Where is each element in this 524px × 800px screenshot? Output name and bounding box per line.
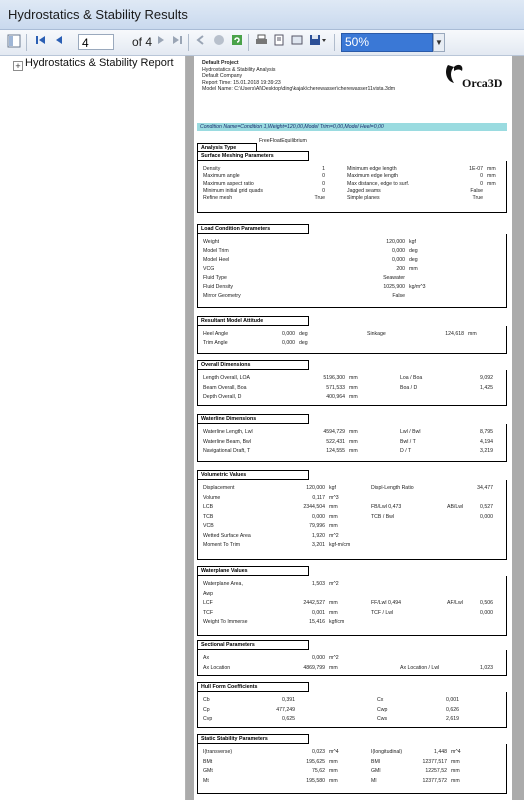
param-label: Mirror Geometry xyxy=(203,293,241,299)
param-value: GMl xyxy=(371,768,381,774)
param-value: False xyxy=(392,293,405,299)
param-label: Refine mesh xyxy=(203,195,233,202)
page-setup-icon[interactable] xyxy=(290,34,304,50)
report-viewer[interactable] xyxy=(186,56,524,800)
param-value: mm xyxy=(451,777,460,784)
param-value: True xyxy=(472,195,483,202)
zoom-select[interactable]: 50% xyxy=(341,33,433,52)
param-value: kgf/cm xyxy=(329,619,345,625)
param-value: 0,626 xyxy=(446,706,459,713)
param-value: 0,625 xyxy=(282,716,295,722)
page-number-input[interactable]: 4 xyxy=(78,34,114,50)
document-map xyxy=(0,56,186,800)
param-value: mm xyxy=(468,331,477,337)
param-value: Seawater xyxy=(383,275,405,281)
param-label: I(transverse) xyxy=(203,749,233,755)
param-label: Length Overall, LOA xyxy=(203,375,251,381)
param-value: mm xyxy=(329,768,338,774)
param-label: BMt xyxy=(203,758,213,765)
param-value: Ax Location / Lwl xyxy=(400,664,440,671)
condition-bar: Condition Name=Condition 1,Weight=120,00,Model Trim=0,00,Model Heel=0,00 xyxy=(197,123,507,131)
param-value: 0,391 xyxy=(282,697,295,703)
param-label: Beam Overall, Boa xyxy=(203,384,247,391)
param-value: FB/Lwl 0,473 xyxy=(371,504,402,510)
param-label: TCB xyxy=(203,513,214,520)
chevron-down-icon[interactable]: ▼ xyxy=(433,33,445,52)
section-title: Surface Meshing Parameters xyxy=(197,151,309,161)
param-label: Ax Location xyxy=(203,664,231,671)
param-value: 195,580 xyxy=(306,777,325,784)
param-value: mm xyxy=(329,513,338,520)
hull-form-coefficients-section xyxy=(197,682,507,728)
param-label: Waterplane Area, xyxy=(203,581,243,587)
param-value: 34,477 xyxy=(477,485,493,491)
project-name: Default Project xyxy=(202,60,239,66)
section-title: Hull Form Coefficients xyxy=(197,682,309,692)
param-value: m^2 xyxy=(329,655,339,661)
waterline-dimensions-section xyxy=(197,414,507,462)
print-layout-icon[interactable] xyxy=(272,34,286,50)
param-value: TCB / Bwl xyxy=(371,513,395,520)
param-value: deg xyxy=(409,257,418,263)
stop-icon[interactable] xyxy=(212,34,226,50)
param-value: Bwl / T xyxy=(400,438,416,445)
section-title: Waterline Dimensions xyxy=(197,414,309,424)
param-value: m^4 xyxy=(329,749,339,755)
param-value: deg xyxy=(409,248,418,254)
param-value: 2442,527 xyxy=(303,600,325,606)
param-value: Lwl / Bwl xyxy=(400,429,421,435)
param-value: Simple planes xyxy=(347,195,380,202)
param-label: Waterline Beam, Bwl xyxy=(203,438,251,445)
param-label: Model Heel xyxy=(203,257,230,263)
param-value: D / T xyxy=(400,448,412,454)
param-value: 12377,517 xyxy=(422,758,447,765)
param-value: 4,194 xyxy=(480,438,493,445)
param-value: 0 xyxy=(322,187,325,194)
param-value: AB/Lwl xyxy=(447,504,464,510)
sectional-parameters-section xyxy=(197,640,507,676)
param-label: Fluid Type xyxy=(203,275,227,281)
param-value: m^3 xyxy=(329,494,339,501)
param-value: 0,000 xyxy=(312,655,325,661)
param-label: VCB xyxy=(203,523,214,529)
param-value: 0,001 xyxy=(312,609,325,616)
param-value: mm xyxy=(329,523,338,529)
param-label: Weight xyxy=(203,239,220,245)
param-value: 1,503 xyxy=(312,581,325,587)
param-value: 0,000 xyxy=(392,257,405,263)
overall-dimensions-section xyxy=(197,360,507,406)
param-label: TCF xyxy=(203,609,214,616)
param-value: 0,000 xyxy=(392,248,405,254)
expand-icon[interactable]: + xyxy=(13,61,23,71)
param-value: mm xyxy=(329,777,338,784)
analysis-type-label: Analysis Type xyxy=(197,143,257,153)
param-label: Waterline Length, Lwl xyxy=(203,429,253,435)
param-label: Minimum initial grid quads xyxy=(203,187,263,194)
param-label: Weight To Immerse xyxy=(203,619,248,625)
param-value: 124,555 xyxy=(326,448,345,454)
back-icon[interactable] xyxy=(194,34,208,50)
param-value: mm xyxy=(349,448,358,454)
param-value: m^4 xyxy=(451,749,461,755)
param-label: Maximum angle xyxy=(203,173,240,180)
param-value: 12257,52 xyxy=(425,768,447,774)
param-label: Mt xyxy=(203,777,209,784)
param-value: mm xyxy=(329,609,338,616)
param-label: Awp xyxy=(203,590,213,597)
param-value: FF/Lwl 0,494 xyxy=(371,600,401,606)
param-label: GMt xyxy=(203,768,213,774)
param-value: 75,62 xyxy=(312,768,325,774)
section-title: Load Condition Parameters xyxy=(197,224,309,234)
param-value: 15,416 xyxy=(309,619,325,625)
param-value: Minimum edge length xyxy=(347,166,397,172)
param-value: Boa / D xyxy=(400,384,418,391)
param-value: I(longitudinal) xyxy=(371,749,403,755)
param-value: 0 xyxy=(480,180,483,187)
param-value: mm xyxy=(487,180,496,187)
param-label: Maximum aspect ratio xyxy=(203,180,254,187)
param-label: Trim Angle xyxy=(203,340,228,346)
section-title: Volumetric Values xyxy=(197,470,309,480)
param-value: Maximum edge length xyxy=(347,173,399,180)
section-title: Static Stability Parameters xyxy=(197,734,309,744)
param-value: 1 xyxy=(322,166,325,172)
company-name: Default Company xyxy=(202,73,243,79)
param-value: 0 xyxy=(322,180,325,187)
report-time: Report Time: 15.01.2018 19:39:23 xyxy=(202,79,281,86)
window-titlebar xyxy=(0,0,524,30)
last-page-icon[interactable] xyxy=(170,34,184,50)
window-title: Hydrostatics & Stability Results xyxy=(8,7,188,22)
param-value: 1E-07 xyxy=(469,166,483,172)
param-value: 1,023 xyxy=(480,664,493,671)
param-value: Sinkage xyxy=(367,331,386,337)
param-value: deg xyxy=(299,340,308,346)
param-value: mm xyxy=(349,429,358,435)
param-label: Cb xyxy=(203,697,210,703)
waterplane-values-section xyxy=(197,566,507,636)
param-value: 0,527 xyxy=(480,504,493,510)
load-condition-section xyxy=(197,224,507,308)
param-value: 12377,572 xyxy=(422,777,447,784)
report-page xyxy=(194,56,512,800)
param-value: Displ-Length Ratio xyxy=(371,485,414,491)
param-value: 0,000 xyxy=(282,340,295,346)
param-label: Cp xyxy=(203,706,210,713)
param-label: Cvp xyxy=(203,716,213,722)
param-value: mm xyxy=(329,504,338,510)
param-value: 0,117 xyxy=(312,494,325,501)
param-value: Cx xyxy=(377,697,384,703)
model-path: Model Name: C:\Users\Al\Desktop\ding\kajak\cherewasser\cherewasser11vista.3dm xyxy=(202,86,396,92)
param-value: mm xyxy=(329,758,338,765)
volumetric-values-section xyxy=(197,470,507,560)
param-value: Cwp xyxy=(377,706,388,713)
param-value: mm xyxy=(349,394,358,400)
param-value: 1025,900 xyxy=(383,284,405,290)
param-value: 477,249 xyxy=(276,706,295,713)
param-value: 124,618 xyxy=(445,331,464,337)
previous-page-icon[interactable] xyxy=(52,34,66,50)
param-label: Heel Angle xyxy=(203,331,229,337)
param-label: LCF xyxy=(203,600,213,606)
next-page-icon[interactable] xyxy=(154,34,168,50)
param-value: AF/Lwl xyxy=(447,600,463,606)
surface-meshing-section xyxy=(197,151,507,213)
param-value: mm xyxy=(451,758,460,765)
param-value: kgf xyxy=(329,485,336,491)
toggle-tree-icon[interactable] xyxy=(6,34,22,50)
param-value: 0,506 xyxy=(480,600,493,606)
page-count: of 4 xyxy=(131,35,152,49)
param-value: mm xyxy=(329,664,338,671)
param-label: Moment To Trim xyxy=(203,542,241,548)
param-label: Wetted Surface Area xyxy=(203,532,251,539)
param-value: 8,795 xyxy=(480,429,493,435)
param-value: 5196,300 xyxy=(323,375,345,381)
param-value: mm xyxy=(487,173,496,180)
param-value: 120,000 xyxy=(386,239,405,245)
param-label: Depth Overall, D xyxy=(203,394,242,400)
param-value: True xyxy=(314,195,325,202)
param-label: Displacement xyxy=(203,485,235,491)
param-value: 0 xyxy=(480,173,483,180)
param-value: 195,625 xyxy=(306,758,325,765)
param-value: 400,964 xyxy=(326,394,345,400)
param-value: mm xyxy=(349,438,358,445)
param-value: 2344,504 xyxy=(303,504,325,510)
param-value: 0,000 xyxy=(480,609,493,616)
param-value: 200 xyxy=(396,266,405,272)
param-value: kgf-m/cm xyxy=(329,542,351,548)
param-label: Volume xyxy=(203,494,221,501)
param-value: 1,920 xyxy=(312,532,325,539)
param-value: mm xyxy=(349,375,358,381)
logo-text: Orca3D xyxy=(462,76,503,89)
section-title: Resultant Model Attitude xyxy=(197,316,309,326)
param-value: 0,000 xyxy=(312,513,325,520)
param-value: 0,000 xyxy=(480,513,493,520)
param-value: mm xyxy=(409,266,418,272)
param-label: Fluid Density xyxy=(203,284,233,290)
param-value: Max distance, edge to surf. xyxy=(347,180,410,187)
section-title: Waterplane Values xyxy=(197,566,309,576)
param-value: 522,431 xyxy=(326,438,345,445)
param-value: 0,001 xyxy=(446,697,459,703)
param-value: 4594,729 xyxy=(323,429,345,435)
param-value: Cws xyxy=(377,716,388,722)
param-value: kgf xyxy=(409,239,416,245)
param-label: Model Trim xyxy=(203,248,229,254)
param-value: Jagged seams xyxy=(347,187,381,194)
report-toolbar xyxy=(0,30,524,56)
orca3d-logo xyxy=(442,61,504,89)
section-title: Sectional Parameters xyxy=(197,640,309,650)
param-value: 0,000 xyxy=(282,331,295,337)
param-label: LCB xyxy=(203,504,214,510)
param-value: deg xyxy=(299,331,308,337)
analysis-type-value: FreeFloatEquilibrium xyxy=(259,138,307,144)
param-label: Density xyxy=(203,166,221,172)
param-value: m^2 xyxy=(329,581,339,587)
static-stability-section xyxy=(197,734,507,794)
param-value: 3,219 xyxy=(480,448,493,454)
param-value: BMl xyxy=(371,758,380,765)
param-label: Navigational Draft, T xyxy=(203,448,251,454)
param-value: mm xyxy=(349,384,358,391)
param-value: 9,092 xyxy=(480,375,493,381)
report-header xyxy=(202,60,395,93)
export-icon[interactable] xyxy=(308,34,328,50)
param-value: 0,023 xyxy=(312,749,325,755)
param-value: 1,425 xyxy=(480,384,493,391)
refresh-icon[interactable] xyxy=(230,34,244,50)
param-value: mm xyxy=(451,768,460,774)
param-value: 4869,799 xyxy=(303,664,325,671)
param-value: 0 xyxy=(322,173,325,180)
param-value: mm xyxy=(329,600,338,606)
param-value: mm xyxy=(487,166,496,172)
param-value: m^2 xyxy=(329,532,339,539)
param-value: kg/m^3 xyxy=(409,284,426,290)
param-value: TCF / Lwl xyxy=(371,609,394,616)
analysis-name: Hydrostatics & Stability Analysis xyxy=(202,66,276,73)
param-value: Ml xyxy=(371,777,377,784)
param-value: 3,201 xyxy=(312,542,325,548)
param-value: 120,000 xyxy=(306,485,325,491)
print-icon[interactable] xyxy=(254,34,268,50)
param-label: VCG xyxy=(203,266,215,272)
section-title: Overall Dimensions xyxy=(197,360,309,370)
param-label: Ax xyxy=(203,655,210,661)
param-value: Loa / Boa xyxy=(400,375,423,381)
tree-item-report[interactable]: Hydrostatics & Stability Report xyxy=(25,57,174,69)
param-value: 79,996 xyxy=(309,523,325,529)
param-value: 571,533 xyxy=(326,384,345,391)
model-attitude-section xyxy=(197,316,507,354)
param-value: False xyxy=(470,187,483,194)
first-page-icon[interactable] xyxy=(34,34,48,50)
param-value: 2,619 xyxy=(446,716,459,722)
param-value: 1,448 xyxy=(434,749,447,755)
